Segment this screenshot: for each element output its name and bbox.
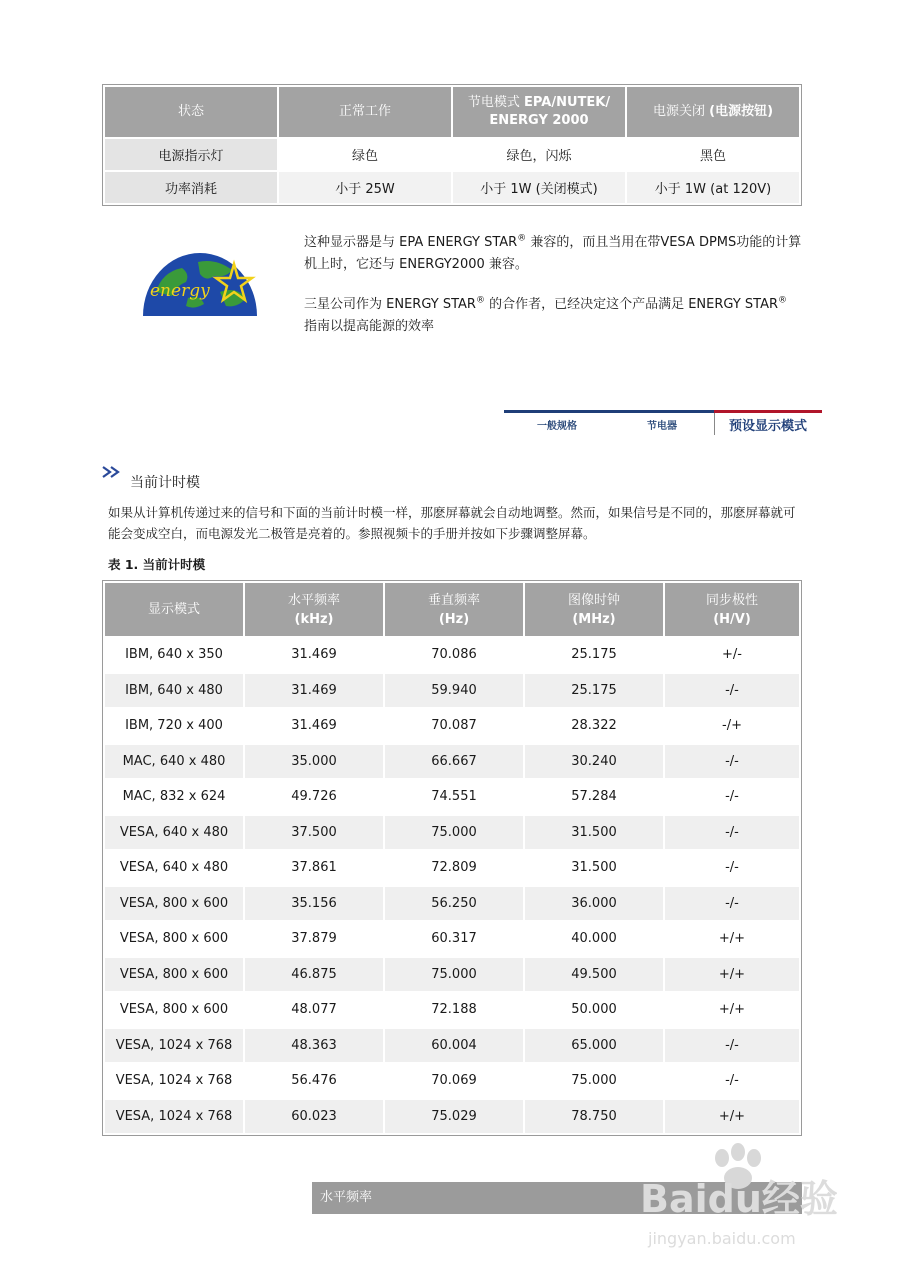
table-cell: 78.750	[525, 1100, 663, 1134]
table-row	[105, 674, 799, 708]
table-cell: 75.000	[385, 816, 523, 850]
energy-p1-text-b: 兼容的，而且当用在带VESA DPMS功能的计算机上时，它还与 ENERGY2000 兼容。	[304, 235, 802, 272]
table-cell: 31.500	[525, 816, 663, 850]
cell-off: 小于 1W (at 120V)	[627, 172, 799, 203]
header-power-saving	[453, 87, 625, 137]
table-cell: VESA, 1024 x 768	[105, 1029, 243, 1063]
energy-star-logo	[142, 252, 258, 318]
tab-general-specs[interactable]: 一般规格	[504, 410, 610, 439]
table-cell: 48.363	[245, 1029, 383, 1063]
table-cell: -/-	[665, 674, 799, 708]
header-unit: (kHz)	[294, 611, 334, 627]
table-cell: VESA, 800 x 600	[119, 931, 229, 947]
table-cell: VESA, 800 x 600	[105, 887, 243, 921]
table-cell: 36.000	[525, 887, 663, 921]
table-cell: IBM, 640 x 350	[125, 647, 223, 663]
table-cell: 49.726	[291, 789, 337, 805]
table-row	[105, 638, 799, 672]
table-row	[105, 745, 799, 779]
table-cell: 56.476	[291, 1073, 337, 1089]
table-cell: 30.240	[525, 745, 663, 779]
table-cell: 35.000	[245, 745, 383, 779]
table-cell: VESA, 1024 x 768	[105, 1100, 243, 1134]
table-cell: +/+	[718, 931, 746, 947]
table-cell: -/-	[665, 816, 799, 850]
table-cell: 60.004	[385, 1029, 523, 1063]
table-cell: 72.809	[431, 860, 477, 876]
table-cell: +/-	[722, 647, 742, 663]
table-cell: 65.000	[525, 1029, 663, 1063]
header-power-saving-standard: EPA/NUTEK/ ENERGY 2000	[489, 95, 611, 128]
table-cell: 25.175	[571, 647, 617, 663]
table-cell: +/+	[718, 1002, 746, 1018]
timing-header-row	[105, 583, 799, 636]
energy-star-statement	[304, 232, 804, 356]
table-cell: VESA, 800 x 600	[119, 1002, 229, 1018]
registered-mark: ®	[475, 295, 485, 306]
baidu-watermark	[640, 1140, 870, 1270]
table-cell: 48.077	[291, 1002, 337, 1018]
timing-header-cell	[105, 583, 243, 636]
timing-modes-table	[102, 580, 802, 1136]
table-cell: -/-	[665, 1029, 799, 1063]
energy-p2-text-a: 三星公司作为 ENERGY STAR	[304, 297, 476, 312]
table-cell: 75.029	[385, 1100, 523, 1134]
table-cell: -/-	[725, 789, 739, 805]
table-cell: +/+	[665, 1100, 799, 1134]
table-cell: IBM, 720 x 400	[125, 718, 223, 734]
energy-p1-text-a: 这种显示器是与 EPA ENERGY STAR	[304, 235, 518, 250]
header-power-saving-prefix: 节电模式	[467, 95, 525, 110]
table-cell: 37.879	[291, 931, 337, 947]
table-cell: 49.500	[525, 958, 663, 992]
table-cell: VESA, 1024 x 768	[115, 1073, 233, 1089]
table-row	[105, 1100, 799, 1134]
table-row	[105, 1064, 799, 1098]
cell-normal: 绿色	[351, 149, 378, 164]
table-cell: VESA, 640 x 480	[119, 860, 229, 876]
header-unit: (Hz)	[438, 611, 470, 627]
table-cell: 75.000	[571, 1073, 617, 1089]
table-row	[105, 993, 799, 1027]
table-cell: 70.087	[431, 718, 477, 734]
tab-preset-modes[interactable]: 预设显示模式	[714, 410, 822, 439]
tab-power-saver[interactable]: 节电器	[610, 410, 714, 439]
watermark-brand: Baidu经验	[640, 1177, 838, 1221]
energy-p2-text-b: 的合作者，已经决定这个产品满足 ENERGY STAR	[484, 297, 778, 312]
table-cell: +/+	[665, 958, 799, 992]
spec-tabs	[504, 410, 822, 436]
power-indicator-row	[105, 139, 799, 170]
registered-mark: ®	[778, 295, 787, 306]
header-power-off-button: (电源按钮)	[709, 104, 774, 119]
table-caption	[108, 555, 205, 573]
table-cell: VESA, 800 x 600	[105, 958, 243, 992]
table-row	[105, 887, 799, 921]
table-cell: 66.667	[385, 745, 523, 779]
table-cell: MAC, 640 x 480	[105, 745, 243, 779]
table-cell: 31.500	[571, 860, 617, 876]
energy-paragraph-1	[304, 232, 804, 276]
table-cell: 70.086	[431, 647, 477, 663]
double-chevron-icon	[102, 466, 122, 478]
timing-table-body	[105, 638, 799, 1133]
cell-off: 黑色	[699, 149, 726, 164]
table-cell: IBM, 640 x 480	[105, 674, 243, 708]
bottom-bar-label: 水平频率	[320, 1190, 373, 1205]
section-description: 如果从计算机传递过来的信号和下面的当前计时模一样，那麽屏幕就会自动地调整。然而，如果信号是不同的，那麽屏幕就可能会变成空白，而电源发光二极管是亮着的。参照视频卡的手册并按如下步骤调整屏幕。	[108, 505, 796, 541]
header-label: 图像时钟	[567, 592, 620, 608]
table-cell: 40.000	[571, 931, 617, 947]
table-cell: 46.875	[245, 958, 383, 992]
table-cell: VESA, 640 x 480	[105, 816, 243, 850]
power-consumption-row	[105, 172, 799, 203]
table-cell: 31.469	[291, 718, 337, 734]
table-cell: 31.469	[291, 647, 337, 663]
header-label: 水平频率	[287, 592, 340, 608]
table-cell: -/-	[725, 860, 739, 876]
cell-saving: 绿色，闪烁	[506, 149, 572, 164]
header-unit: (MHz)	[572, 611, 616, 627]
header-label: 同步极性	[705, 592, 758, 608]
timing-header-cell	[385, 583, 523, 636]
table-cell: 28.322	[571, 718, 617, 734]
table-row	[105, 958, 799, 992]
table-row	[105, 1029, 799, 1063]
timing-header-cell	[245, 583, 383, 636]
power-management-table	[102, 84, 802, 206]
table-cell: 57.284	[571, 789, 617, 805]
table-row	[105, 780, 799, 814]
registered-mark: ®	[517, 233, 527, 244]
table-cell: MAC, 832 x 624	[122, 789, 226, 805]
table-cell: 31.469	[245, 674, 383, 708]
header-power-off	[627, 87, 799, 137]
table-cell: 75.000	[385, 958, 523, 992]
timing-header-cell	[525, 583, 663, 636]
table-row	[105, 851, 799, 885]
timing-header-cell	[665, 583, 799, 636]
header-normal: 正常工作	[279, 87, 451, 137]
energy-p2-text-c: 指南以提高能源的效率	[304, 319, 435, 334]
watermark-url: jingyan.baidu.com	[648, 1229, 796, 1248]
cell-normal: 小于 25W	[279, 172, 451, 203]
table-cell: 35.156	[245, 887, 383, 921]
header-label: 显示模式	[147, 602, 200, 617]
power-table-header-row	[105, 87, 799, 137]
table-cell: 74.551	[431, 789, 477, 805]
table-cell: 37.500	[245, 816, 383, 850]
table-row	[105, 709, 799, 743]
table-cell: 50.000	[571, 1002, 617, 1018]
section-title: 当前计时模	[130, 475, 200, 491]
table-cell: 59.940	[385, 674, 523, 708]
table-cell: 60.023	[245, 1100, 383, 1134]
row-label: 电源指示灯	[105, 139, 277, 170]
table-cell: 37.861	[291, 860, 337, 876]
header-label: 垂直频率	[427, 592, 480, 608]
energy-paragraph-2	[304, 294, 804, 338]
table-cell: -/-	[665, 887, 799, 921]
header-state: 状态	[105, 87, 277, 137]
table-cell: -/+	[722, 718, 742, 734]
caption-number: 1.	[124, 557, 139, 572]
row-label: 功率消耗	[105, 172, 277, 203]
table-row	[105, 816, 799, 850]
caption-text: 当前计时模	[138, 557, 206, 572]
table-cell: 72.188	[431, 1002, 477, 1018]
table-cell: 60.317	[431, 931, 477, 947]
table-cell: -/-	[665, 745, 799, 779]
header-unit: (H/V)	[713, 611, 751, 627]
cell-saving: 小于 1W (关闭模式)	[453, 172, 625, 203]
header-power-off-prefix: 电源关闭	[652, 104, 710, 119]
table-cell: 25.175	[525, 674, 663, 708]
table-cell: 70.069	[431, 1073, 477, 1089]
table-cell: -/-	[725, 1073, 739, 1089]
table-row	[105, 922, 799, 956]
energy-logo-text: energy	[150, 281, 210, 301]
table-cell: 56.250	[385, 887, 523, 921]
caption-prefix: 表	[108, 557, 125, 572]
